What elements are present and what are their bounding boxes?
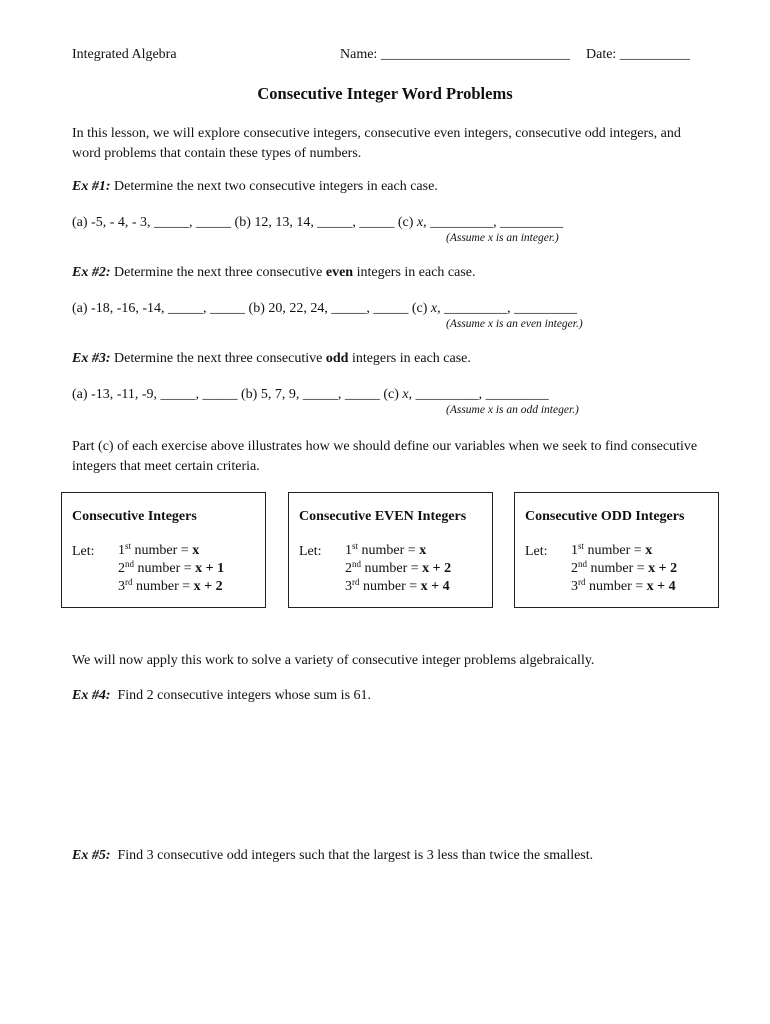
box-line-2: 2nd number = x + 2 [571, 559, 678, 576]
box-lines [118, 542, 224, 596]
ex1-note: (Assume x is an integer.) [446, 232, 559, 244]
name-field-label: Name: ___________________________ [340, 47, 570, 62]
box-title: Consecutive Integers [72, 509, 197, 524]
box-let: Let: [299, 544, 322, 559]
ex3-part-c: (c) x, _________, _________ [383, 387, 549, 402]
box-line-2: 2nd number = x + 2 [345, 559, 452, 576]
date-field-label: Date: __________ [586, 47, 690, 62]
ex3-part-b: (b) 5, 7, 9, _____, _____ [241, 387, 380, 402]
intro-paragraph: In this lesson, we will explore consecutive integers, consecutive even integers, consecutive odd integers, and word problems that contain these types of numbers. [72, 126, 681, 161]
ex5-text: Find 3 consecutive odd integers such that the largest is 3 less than twice the smallest. [110, 848, 594, 863]
ex2-emphasis: even [325, 265, 354, 280]
ex1-part-c: (c) x, _________, _________ [397, 215, 564, 230]
box-line-2: 2nd number = x + 1 [118, 559, 225, 576]
ex3-answers-row [72, 387, 549, 403]
ex4-label: Ex #4: [72, 688, 111, 703]
ex1-part-a: (a) -5, - 4, - 3, _____, _____ [72, 215, 232, 230]
ex2-part-a: (a) -18, -16, -14, _____, _____ [72, 301, 246, 316]
ex5-label: Ex #5: [72, 848, 111, 863]
ex4-prompt [72, 688, 371, 704]
ex4-text: Find 2 consecutive integers whose sum is 61. [110, 688, 372, 703]
box-line-1: 1st number = x [345, 541, 427, 558]
box-lines [345, 542, 451, 596]
ex1-part-b: (b) 12, 13, 14, _____, _____ [234, 215, 395, 230]
ex1-answers-row [72, 215, 563, 231]
ex1-prompt [72, 179, 438, 195]
ex2-part-c: (c) x, _________, _________ [411, 301, 578, 316]
box-line-3: 3rd number = x + 4 [571, 577, 676, 594]
ex3-emphasis: odd [325, 351, 349, 366]
ex3-part-a: (a) -13, -11, -9, _____, _____ [72, 387, 238, 402]
ex3-note: (Assume x is an odd integer.) [446, 404, 579, 416]
box-let: Let: [72, 544, 95, 559]
ex2-prompt: Ex #2: Determine the next three consecutive even integers in each case. [72, 265, 476, 280]
box-title: Consecutive EVEN Integers [299, 509, 467, 524]
ex2-answers-row [72, 301, 577, 317]
apply-note: We will now apply this work to solve a variety of consecutive integer problems algebraically. [72, 653, 595, 668]
ex1-text: Determine the next two consecutive integers in each case. [110, 179, 438, 194]
box-line-3: 3rd number = x + 4 [345, 577, 450, 594]
ex5-prompt [72, 848, 593, 864]
box-consecutive-even [288, 492, 493, 608]
ex2-note: (Assume x is an even integer.) [446, 318, 583, 330]
box-line-1: 1st number = x [571, 541, 653, 558]
page-title: Consecutive Integer Word Problems [257, 84, 513, 103]
ex2-label: Ex #2: [72, 265, 111, 280]
part-c-note: Part (c) of each exercise above illustrates how we should define our variables when we seek to find consecutive integers that meet certain criteria. [72, 439, 698, 474]
box-consecutive-odd [514, 492, 719, 608]
box-consecutive-integers [61, 492, 266, 608]
ex2-part-b: (b) 20, 22, 24, _____, _____ [248, 301, 409, 316]
ex1-label: Ex #1: [72, 179, 111, 194]
box-line-3: 3rd number = x + 2 [118, 577, 223, 594]
ex3-label: Ex #3: [72, 351, 111, 366]
box-line-1: 1st number = x [118, 541, 200, 558]
box-let: Let: [525, 544, 548, 559]
ex3-prompt: Ex #3: Determine the next three consecutive odd integers in each case. [72, 351, 471, 366]
box-lines [571, 542, 677, 596]
box-title: Consecutive ODD Integers [525, 509, 685, 524]
course-name: Integrated Algebra [72, 47, 177, 62]
